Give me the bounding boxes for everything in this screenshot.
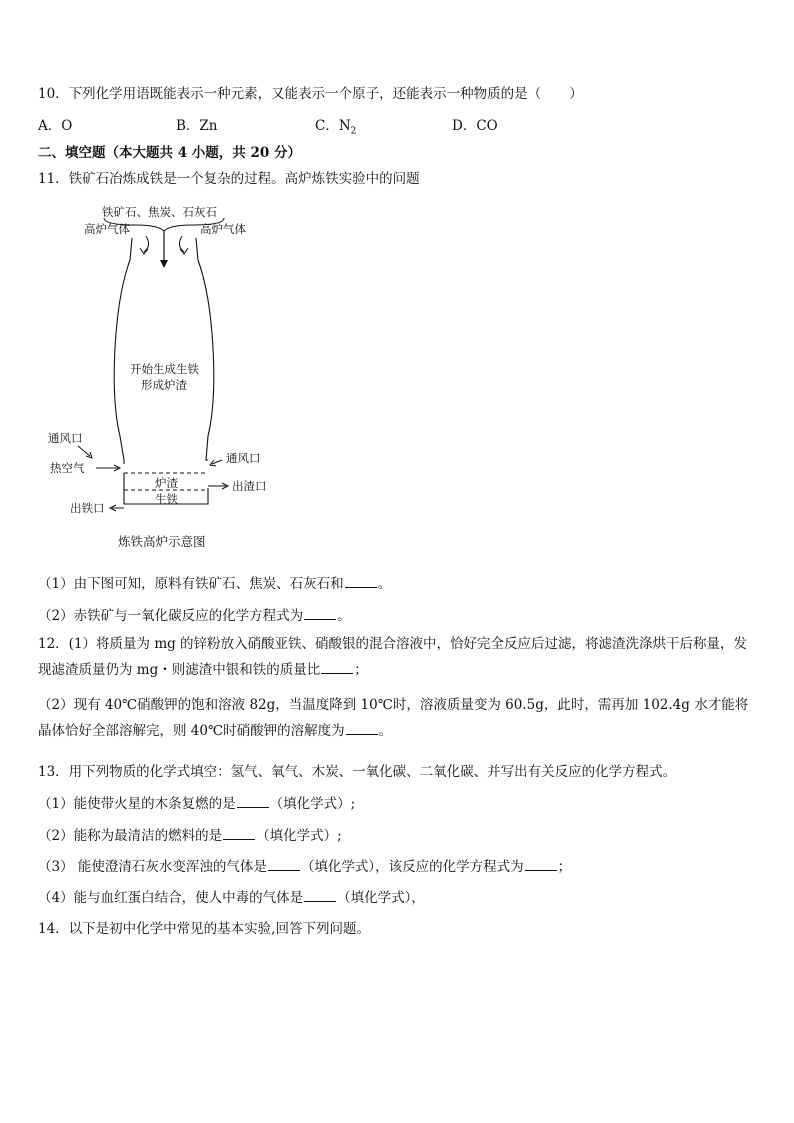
gas-label-right: 高炉气体 [200, 222, 246, 236]
answer-blank[interactable] [346, 722, 378, 735]
vent-left-label: 通风口 [48, 431, 83, 445]
slag-out-label: 出渣口 [232, 479, 267, 493]
hot-air-label: 热空气 [50, 461, 85, 475]
q13-part4: （4）能与血红蛋白结合，使人中毒的气体是 （填化学式）， [38, 890, 425, 906]
q12-part2: （2）现有 40℃硝酸钾的饱和溶液 82g，当温度降到 10℃时，溶液质量变为 60.5g，此时，需再加 102.4g 水才能将晶体恰好全部溶解完，则 40℃时硝酸钾的溶解度为 。 [38, 697, 749, 739]
middle-label-2: 形成炉渣 [141, 378, 187, 392]
q13-part2: （2）能称为最清洁的燃料的是 （填化学式）; [38, 828, 342, 844]
q10-option-d: D．CO [452, 118, 498, 134]
gas-label-left: 高炉气体 [84, 222, 130, 236]
answer-blank[interactable] [345, 575, 377, 588]
q11-part1: （1）由下图可知，原料有铁矿石、焦炭、石灰石和 。 [38, 576, 392, 592]
middle-label-1: 开始生成生铁 [130, 362, 199, 376]
q10-option-b: B．Zn [176, 118, 218, 134]
answer-blank[interactable] [268, 858, 300, 871]
blast-furnace-diagram [40, 198, 290, 558]
section-header: 二、填空题（本大题共 4 小题，共 20 分） [38, 145, 301, 161]
slag-label: 炉渣 [155, 476, 178, 490]
q11-part2: （2）赤铁矿与一氧化碳反应的化学方程式为 。 [38, 608, 351, 624]
answer-blank[interactable] [525, 858, 557, 871]
q13-part3: （3） 能使澄清石灰水变浑浊的气体是 （填化学式），该反应的化学方程式为 ； [38, 859, 572, 875]
answer-blank[interactable] [237, 795, 269, 808]
answer-blank[interactable] [321, 661, 353, 674]
feed-label: 铁矿石、焦炭、石灰石 [102, 205, 217, 219]
q14-stem: 14．以下是初中化学中常见的基本实验,回答下列问题。 [38, 921, 370, 937]
q11-stem: 11．铁矿石冶炼成铁是一个复杂的过程。高炉炼铁实验中的问题 [38, 171, 420, 187]
q10-stem: 10．下列化学用语既能表示一种元素，又能表示一个原子，还能表示一种物质的是（ ） [38, 86, 583, 102]
vent-right-label: 通风口 [226, 451, 261, 465]
answer-blank[interactable] [304, 607, 336, 620]
iron-out-label: 出铁口 [70, 501, 105, 515]
q13-part1: （1）能使带火星的木条复燃的是 （填化学式）; [38, 796, 356, 812]
answer-blank[interactable] [304, 889, 336, 902]
q12-part1: 12．(1）将质量为 mg 的锌粉放入硝酸亚铁、硝酸银的混合溶液中，恰好完全反应后过滤，将滤渣洗涤烘干后称量，发现滤渣质量仍为 mg・则滤渣中银和铁的质量比 ； [38, 636, 748, 678]
q13-stem: 13．用下列物质的化学式填空：氢气、氧气、木炭、一氧化碳、二氧化碳、并写出有关反应的化学方程式。 [38, 764, 677, 780]
iron-label: 生铁 [155, 492, 178, 506]
q10-option-c: C．$N_2$ [315, 118, 357, 137]
q10-option-a: A．O [38, 118, 73, 134]
answer-blank[interactable] [223, 827, 255, 840]
figure-caption: 炼铁高炉示意图 [118, 534, 206, 549]
